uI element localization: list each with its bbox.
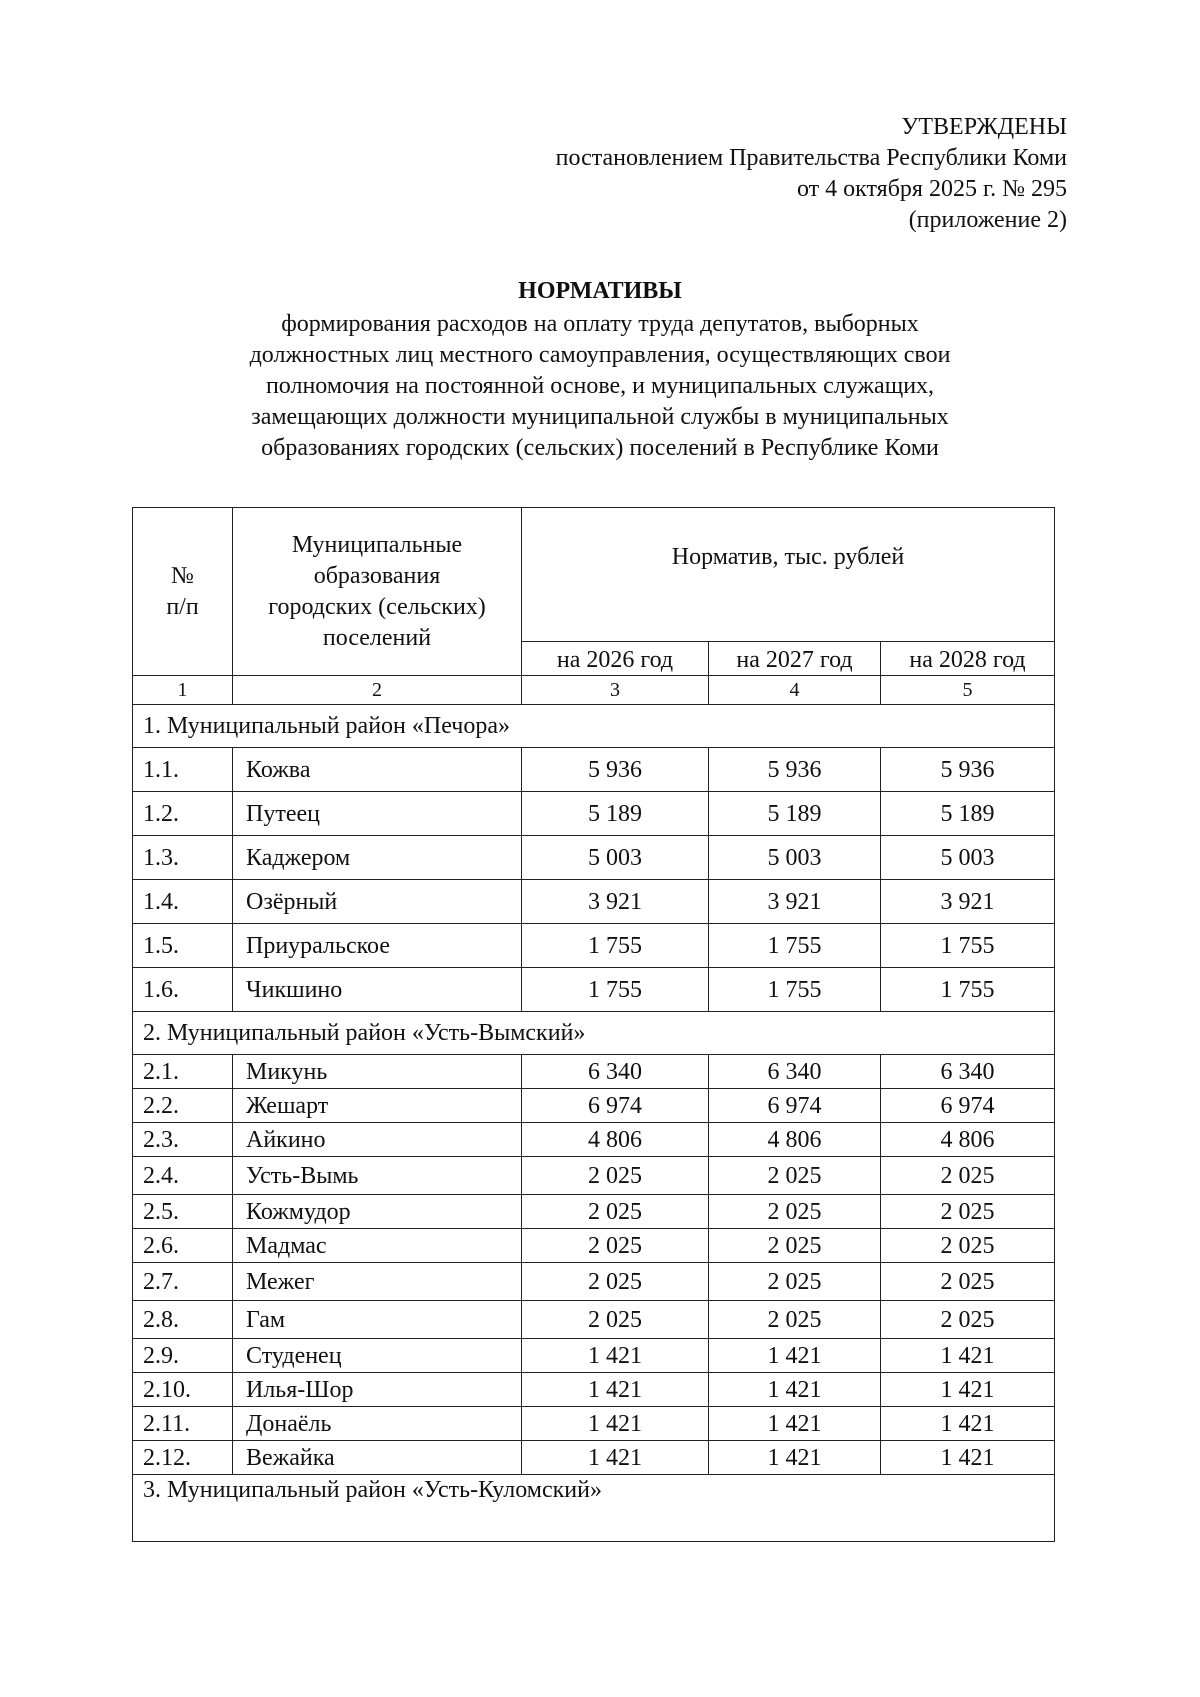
value-2027: 1 421 (709, 1339, 881, 1373)
header-number-abbr: п/п (166, 593, 199, 620)
settlement-name: Вежайка (233, 1441, 522, 1475)
subtitle-line: замещающих должности муниципальной службы в муниципальных (251, 404, 949, 430)
settlement-name: Каджером (233, 836, 522, 880)
value-2026: 3 921 (522, 880, 709, 924)
section-row (133, 1475, 1055, 1542)
table-row (133, 1263, 1055, 1301)
value-2026: 5 189 (522, 792, 709, 836)
value-2026: 1 755 (522, 968, 709, 1012)
subtitle-line: полномочия на постоянной основе, и муниципальных служащих, (265, 373, 935, 399)
value-2026: 1 421 (522, 1373, 709, 1407)
value-2026: 2 025 (522, 1157, 709, 1195)
column-index-row (133, 676, 1055, 705)
value-2027: 2 025 (709, 1301, 881, 1339)
settlement-name: Донаёль (233, 1407, 522, 1441)
settlement-name: Мадмас (233, 1229, 522, 1263)
value-2026: 5 003 (522, 836, 709, 880)
row-number: 1.2. (133, 792, 233, 836)
value-2027: 5 936 (709, 748, 881, 792)
value-2028: 4 806 (881, 1123, 1055, 1157)
table-row (133, 1407, 1055, 1441)
value-2028: 3 921 (881, 880, 1055, 924)
value-2026: 1 755 (522, 924, 709, 968)
subtitle-line: образованиях городских (сельских) поселений в Республике Коми (261, 435, 939, 461)
value-2027: 5 003 (709, 836, 881, 880)
column-index: 1 (133, 676, 233, 705)
column-index: 3 (522, 676, 709, 705)
table-row (133, 1123, 1055, 1157)
header-number-sign: № (171, 562, 194, 589)
value-2028: 6 340 (881, 1055, 1055, 1089)
settlement-name: Студенец (233, 1339, 522, 1373)
value-2027: 6 340 (709, 1055, 881, 1089)
table-row (133, 1373, 1055, 1407)
row-number: 2.3. (133, 1123, 233, 1157)
value-2028: 5 003 (881, 836, 1055, 880)
value-2026: 5 936 (522, 748, 709, 792)
row-number: 2.4. (133, 1157, 233, 1195)
table-row (133, 1301, 1055, 1339)
header-year-2028: на 2028 год (881, 642, 1055, 676)
value-2027: 2 025 (709, 1157, 881, 1195)
value-2028: 2 025 (881, 1195, 1055, 1229)
value-2028: 2 025 (881, 1301, 1055, 1339)
value-2028: 1 421 (881, 1441, 1055, 1475)
value-2028: 2 025 (881, 1263, 1055, 1301)
header-municipality-line: городских (сельских) (268, 593, 486, 620)
value-2028: 5 936 (881, 748, 1055, 792)
header-municipality-line: поселений (322, 624, 432, 651)
settlement-name: Жешарт (233, 1089, 522, 1123)
row-number: 2.8. (133, 1301, 233, 1339)
header-municipality-line: образования (313, 562, 441, 589)
value-2027: 1 755 (709, 924, 881, 968)
value-2027: 1 755 (709, 968, 881, 1012)
value-2028: 1 421 (881, 1407, 1055, 1441)
value-2027: 1 421 (709, 1407, 881, 1441)
value-2028: 1 755 (881, 968, 1055, 1012)
header-municipality-line: Муниципальные (291, 531, 463, 558)
value-2028: 1 421 (881, 1339, 1055, 1373)
value-2027: 5 189 (709, 792, 881, 836)
value-2028: 5 189 (881, 792, 1055, 836)
approval-resolution: постановлением Правительства Республики Коми (555, 145, 1067, 171)
value-2028: 2 025 (881, 1229, 1055, 1263)
table-row (133, 1441, 1055, 1475)
settlement-name: Гам (233, 1301, 522, 1339)
header-municipality (233, 508, 522, 676)
table-row (133, 748, 1055, 792)
header-year-2026: на 2026 год (522, 642, 709, 676)
row-number: 1.4. (133, 880, 233, 924)
settlement-name: Усть-Вымь (233, 1157, 522, 1195)
value-2027: 6 974 (709, 1089, 881, 1123)
column-index: 5 (881, 676, 1055, 705)
value-2026: 1 421 (522, 1407, 709, 1441)
value-2027: 2 025 (709, 1263, 881, 1301)
value-2028: 2 025 (881, 1157, 1055, 1195)
approval-block (556, 112, 1067, 236)
subtitle-line: должностных лиц местного самоуправления, осуществляющих свои (249, 342, 951, 368)
row-number: 2.12. (133, 1441, 233, 1475)
settlement-name: Кожва (233, 748, 522, 792)
section-title: 2. Муниципальный район «Усть-Вымский» (133, 1012, 1055, 1055)
document-title: НОРМАТИВЫ (518, 278, 682, 304)
value-2027: 4 806 (709, 1123, 881, 1157)
value-2027: 1 421 (709, 1373, 881, 1407)
approval-title: УТВЕРЖДЕНЫ (901, 114, 1067, 140)
row-number: 2.6. (133, 1229, 233, 1263)
row-number: 1.6. (133, 968, 233, 1012)
settlement-name: Микунь (233, 1055, 522, 1089)
settlement-name: Приуральское (233, 924, 522, 968)
settlement-name: Айкино (233, 1123, 522, 1157)
value-2028: 6 974 (881, 1089, 1055, 1123)
table-row (133, 836, 1055, 880)
table-row (133, 1229, 1055, 1263)
value-2027: 3 921 (709, 880, 881, 924)
value-2026: 6 340 (522, 1055, 709, 1089)
table-row (133, 792, 1055, 836)
settlement-name: Кожмудор (233, 1195, 522, 1229)
table-row (133, 1055, 1055, 1089)
row-number: 2.1. (133, 1055, 233, 1089)
value-2028: 1 421 (881, 1373, 1055, 1407)
header-norm-group: Норматив, тыс. рублей (522, 508, 1055, 642)
value-2026: 1 421 (522, 1339, 709, 1373)
settlement-name: Путеец (233, 792, 522, 836)
settlement-name: Илья-Шор (233, 1373, 522, 1407)
value-2027: 2 025 (709, 1229, 881, 1263)
column-index: 2 (233, 676, 522, 705)
approval-appendix: (приложение 2) (908, 207, 1067, 233)
row-number: 2.9. (133, 1339, 233, 1373)
value-2028: 1 755 (881, 924, 1055, 968)
section-title: 1. Муниципальный район «Печора» (133, 705, 1055, 748)
row-number: 1.5. (133, 924, 233, 968)
value-2027: 2 025 (709, 1195, 881, 1229)
table-row (133, 880, 1055, 924)
table-row (133, 1195, 1055, 1229)
table-row (133, 968, 1055, 1012)
row-number: 1.1. (133, 748, 233, 792)
row-number: 2.5. (133, 1195, 233, 1229)
row-number: 2.10. (133, 1373, 233, 1407)
column-index: 4 (709, 676, 881, 705)
header-year-2027: на 2027 год (709, 642, 881, 676)
settlement-name: Озёрный (233, 880, 522, 924)
subtitle-line: формирования расходов на оплату труда депутатов, выборных (281, 311, 919, 337)
norms-table (132, 507, 1055, 1542)
header-number (133, 508, 233, 676)
row-number: 2.7. (133, 1263, 233, 1301)
section-row (133, 1012, 1055, 1055)
settlement-name: Межег (233, 1263, 522, 1301)
settlement-name: Чикшино (233, 968, 522, 1012)
document-subtitle (150, 309, 1050, 464)
table-row (133, 1339, 1055, 1373)
approval-date: от 4 октября 2025 г. № 295 (796, 176, 1067, 202)
value-2026: 2 025 (522, 1229, 709, 1263)
value-2026: 1 421 (522, 1441, 709, 1475)
value-2026: 2 025 (522, 1195, 709, 1229)
row-number: 2.2. (133, 1089, 233, 1123)
table-row (133, 1089, 1055, 1123)
table-row (133, 924, 1055, 968)
value-2026: 2 025 (522, 1263, 709, 1301)
value-2026: 2 025 (522, 1301, 709, 1339)
value-2027: 1 421 (709, 1441, 881, 1475)
row-number: 1.3. (133, 836, 233, 880)
value-2026: 4 806 (522, 1123, 709, 1157)
table-row (133, 1157, 1055, 1195)
section-title: 3. Муниципальный район «Усть-Куломский» (133, 1475, 1055, 1542)
row-number: 2.11. (133, 1407, 233, 1441)
value-2026: 6 974 (522, 1089, 709, 1123)
section-row (133, 705, 1055, 748)
